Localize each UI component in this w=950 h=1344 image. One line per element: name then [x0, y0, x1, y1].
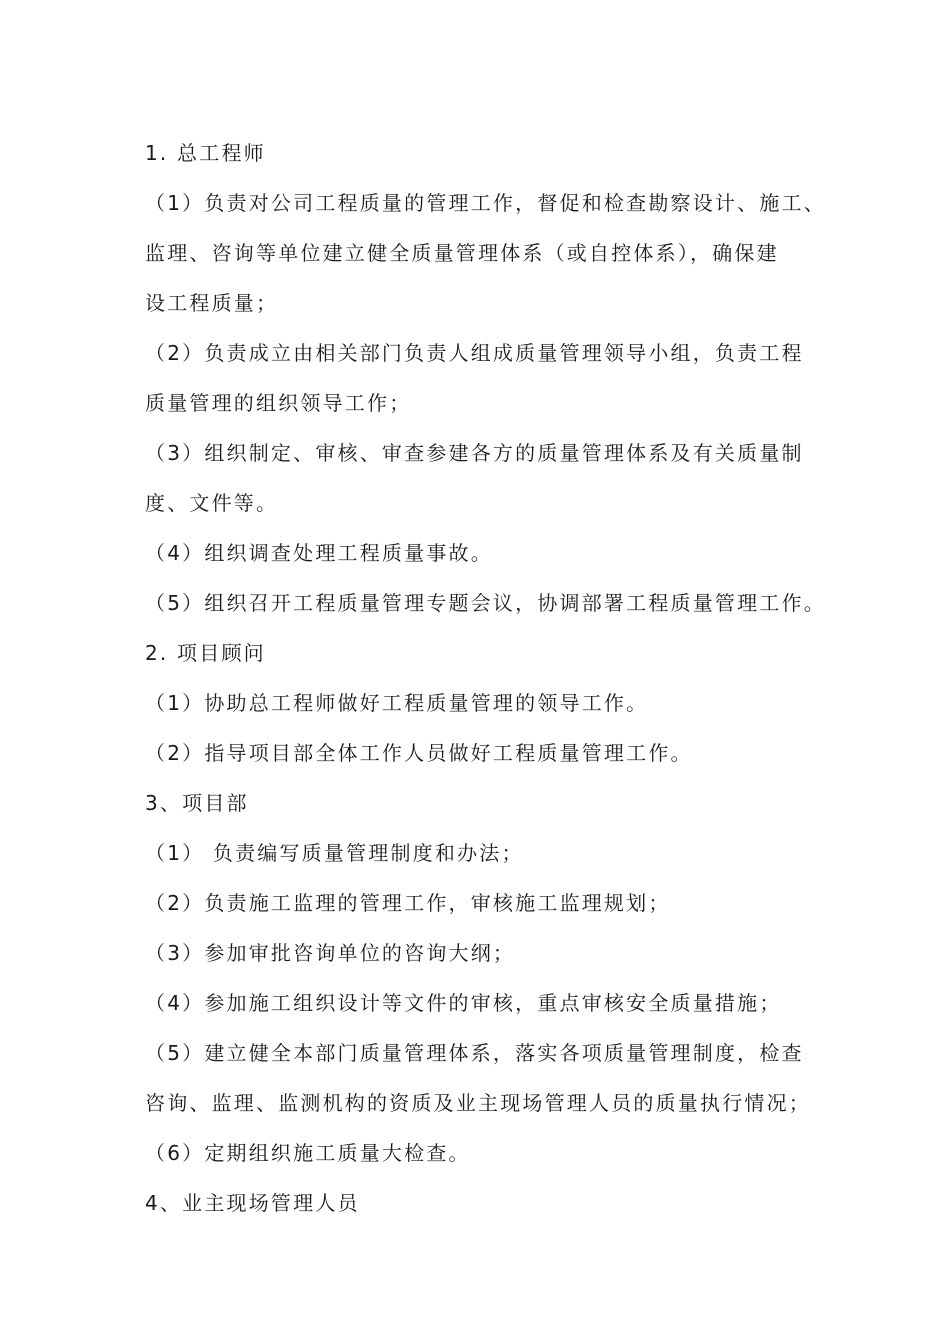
paragraph-line: （1）负责对公司工程质量的管理工作，督促和检查勘察设计、施工、: [145, 191, 826, 215]
section-heading-project-consultant: 2. 项目顾问: [145, 641, 266, 665]
paragraph-line: 咨询、监理、监测机构的资质及业主现场管理人员的质量执行情况；: [145, 1091, 811, 1115]
paragraph-line: （3）组织制定、审核、审查参建各方的质量管理体系及有关质量制: [145, 441, 804, 465]
paragraph-line: 度、文件等。: [145, 491, 279, 515]
paragraph-line: （4）参加施工组织设计等文件的审核，重点审核安全质量措施；: [145, 991, 782, 1015]
paragraph-line: （5）组织召开工程质量管理专题会议，协调部署工程质量管理工作。: [145, 591, 826, 615]
paragraph-line: 质量管理的组织领导工作；: [145, 391, 412, 415]
paragraph-line: 设工程质量；: [145, 291, 279, 315]
paragraph-line: （6）定期组织施工质量大检查。: [145, 1141, 471, 1165]
paragraph-line: （2）指导项目部全体工作人员做好工程质量管理工作。: [145, 741, 693, 765]
paragraph-line: （2）负责施工监理的管理工作，审核施工监理规划；: [145, 891, 671, 915]
paragraph-line: （2）负责成立由相关部门负责人组成质量管理领导小组，负责工程: [145, 341, 804, 365]
paragraph-line: （3）参加审批咨询单位的咨询大纲；: [145, 941, 516, 965]
section-heading-owner-site-staff: 4、业主现场管理人员: [145, 1191, 360, 1215]
paragraph-line: 监理、咨询等单位建立健全质量管理体系（或自控体系），确保建: [145, 241, 779, 265]
document-body: [145, 134, 825, 1234]
paragraph-line: （1）协助总工程师做好工程质量管理的领导工作。: [145, 691, 649, 715]
paragraph-line: （1） 负责编写质量管理制度和办法；: [145, 841, 524, 865]
section-heading-chief-engineer: 1. 总工程师: [145, 141, 266, 165]
paragraph-line: （5）建立健全本部门质量管理体系，落实各项质量管理制度，检查: [145, 1041, 804, 1065]
paragraph-line: （4）组织调查处理工程质量事故。: [145, 541, 493, 565]
section-heading-project-department: 3、项目部: [145, 791, 249, 815]
